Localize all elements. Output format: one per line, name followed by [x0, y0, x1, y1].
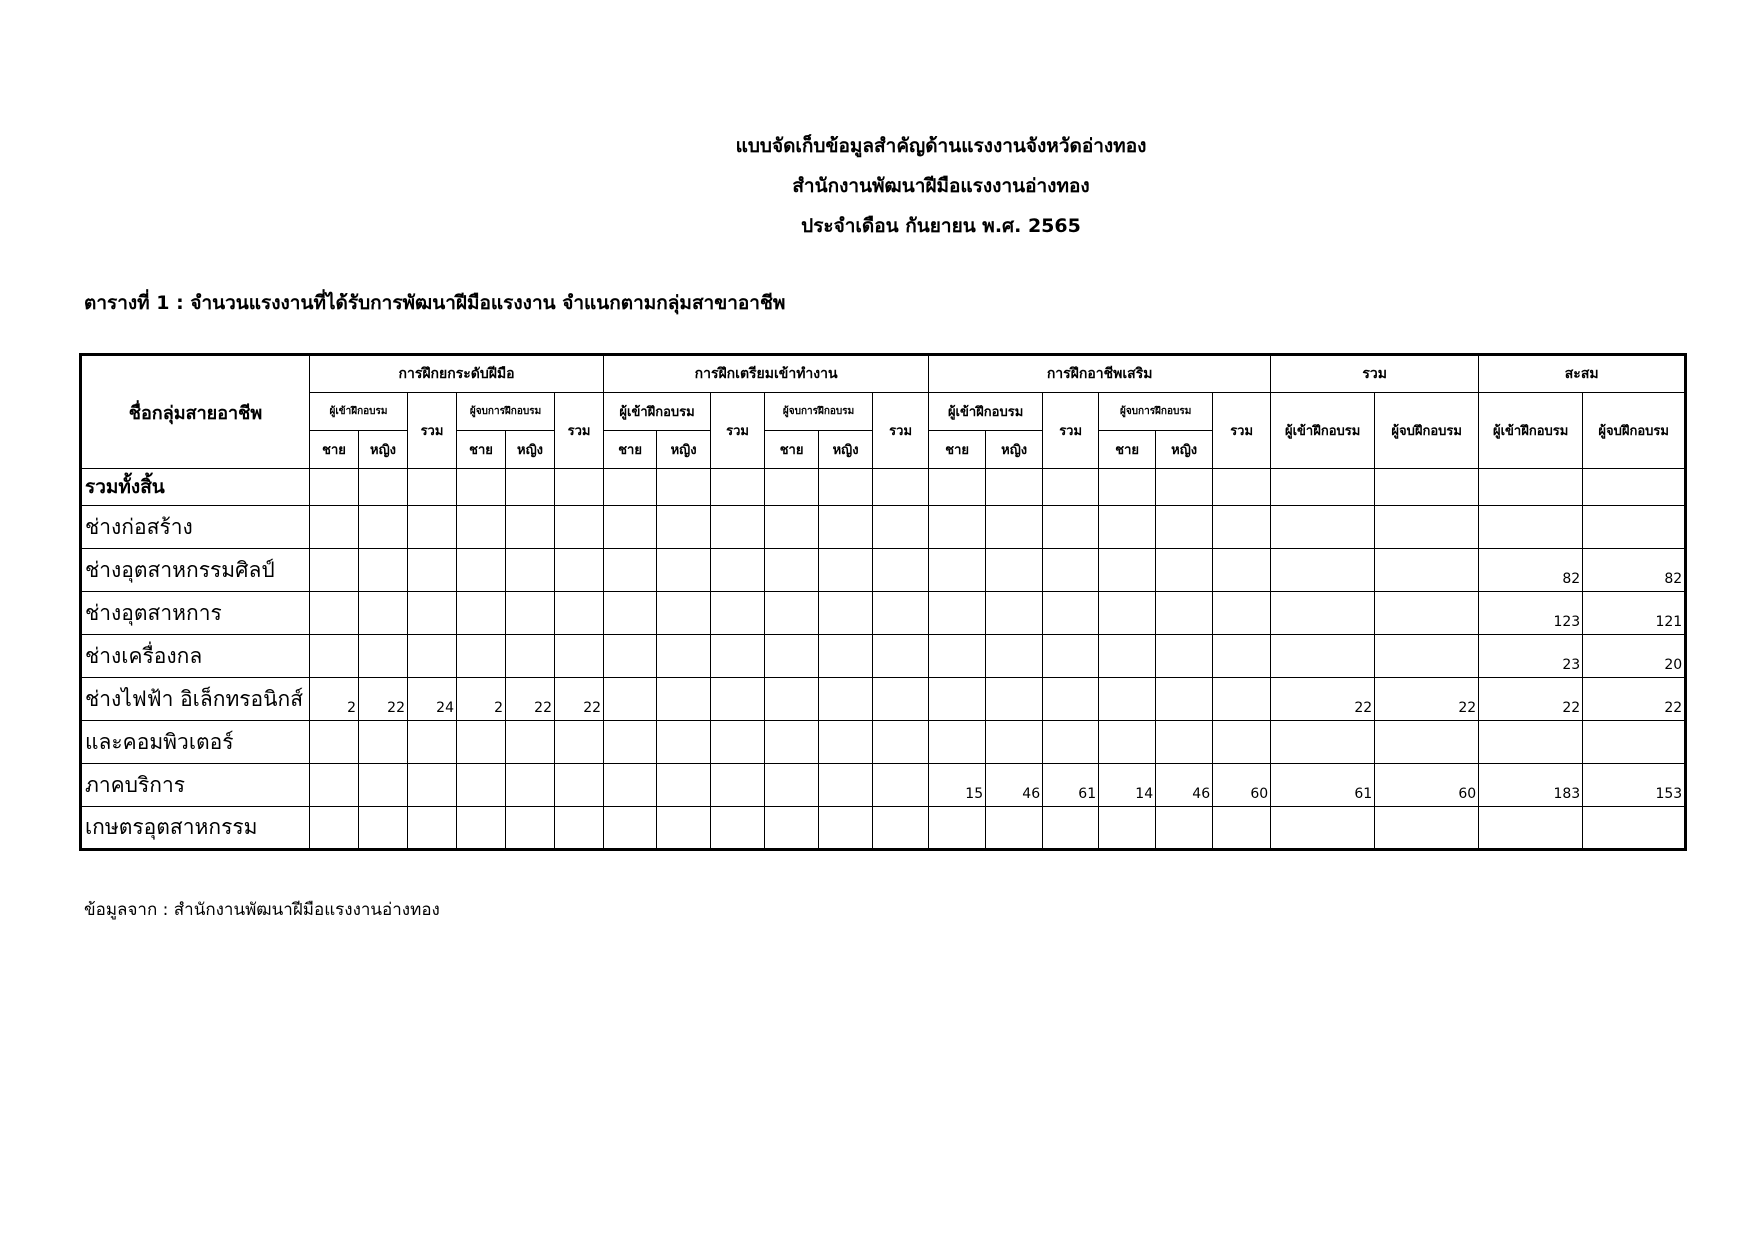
table-cell	[711, 469, 765, 506]
table-cell	[359, 721, 408, 764]
table-cell	[1213, 506, 1271, 549]
header-occupation-group: ชื่อกลุ่มสายอาชีพ	[81, 355, 310, 469]
table-cell	[1213, 549, 1271, 592]
table-cell	[1213, 635, 1271, 678]
table-cell	[555, 549, 604, 592]
table-cell	[929, 549, 986, 592]
table-cell	[1375, 506, 1479, 549]
table-cell	[711, 807, 765, 850]
header-g1-trainee-total: รวม	[408, 393, 457, 469]
table-cell	[408, 635, 457, 678]
report-period: ประจำเดือน กันยายน พ.ศ. 2565	[801, 215, 1081, 237]
table-cell	[506, 764, 555, 807]
table-cell	[359, 807, 408, 850]
table-cell	[555, 469, 604, 506]
table-cell	[873, 807, 929, 850]
table-cell	[873, 469, 929, 506]
table-cell: 61	[1043, 764, 1099, 807]
table-cell	[1156, 592, 1213, 635]
table-cell: 23	[1479, 635, 1583, 678]
table-cell	[408, 807, 457, 850]
table-cell	[819, 592, 873, 635]
header-total: รวม	[1271, 355, 1479, 393]
table-cell	[929, 592, 986, 635]
table-cell	[929, 635, 986, 678]
table-cell	[765, 764, 819, 807]
header-g1-graduate: ผู้จบการฝึกอบรม	[457, 393, 555, 431]
table-cell	[657, 592, 711, 635]
header-male: ชาย	[1099, 431, 1156, 469]
table-cell	[873, 549, 929, 592]
table-cell	[1375, 549, 1479, 592]
labor-training-table	[79, 353, 1687, 851]
table-cell	[765, 678, 819, 721]
table-cell	[310, 721, 359, 764]
table-cell	[711, 678, 765, 721]
table-cell	[1099, 506, 1156, 549]
table-cell	[711, 549, 765, 592]
table-cell	[1271, 506, 1375, 549]
table-cell	[1099, 469, 1156, 506]
table-cell	[555, 764, 604, 807]
table-cell	[555, 635, 604, 678]
table-row	[81, 764, 1686, 807]
table-cell	[310, 635, 359, 678]
header-g1-graduate-total: รวม	[555, 393, 604, 469]
table-row	[81, 635, 1686, 678]
table-cell	[555, 807, 604, 850]
table-cell	[986, 678, 1043, 721]
table-cell	[819, 678, 873, 721]
table-cell	[986, 549, 1043, 592]
table-cell	[310, 469, 359, 506]
header-cumulative: สะสม	[1479, 355, 1686, 393]
table-cell	[1271, 807, 1375, 850]
table-cell	[929, 721, 986, 764]
header-g3-trainee-total: รวม	[1043, 393, 1099, 469]
table-cell: 82	[1479, 549, 1583, 592]
table-cell	[819, 764, 873, 807]
table-cell	[408, 506, 457, 549]
table-cell	[1213, 678, 1271, 721]
table-cell	[457, 506, 506, 549]
table-cell	[873, 592, 929, 635]
table-row-total	[81, 469, 1686, 506]
header-male: ชาย	[457, 431, 506, 469]
header-male: ชาย	[765, 431, 819, 469]
table-cell	[506, 506, 555, 549]
table-cell: 22	[1271, 678, 1375, 721]
table-cell	[1271, 592, 1375, 635]
table-cell: 22	[506, 678, 555, 721]
table-cell	[408, 469, 457, 506]
table-cell	[873, 506, 929, 549]
header-cumulative-graduate: ผู้จบฝึกอบรม	[1583, 393, 1686, 469]
table-cell	[1156, 721, 1213, 764]
table-cell	[555, 592, 604, 635]
table-cell	[1479, 807, 1583, 850]
table-cell	[711, 506, 765, 549]
table-cell	[1156, 506, 1213, 549]
header-female: หญิง	[986, 431, 1043, 469]
table-cell	[711, 764, 765, 807]
table-cell	[359, 506, 408, 549]
table-cell	[1271, 635, 1375, 678]
table-cell	[1043, 807, 1099, 850]
table-cell	[1375, 721, 1479, 764]
table-cell	[310, 549, 359, 592]
office-name: สำนักงานพัฒนาฝีมือแรงงานอ่างทอง	[792, 175, 1090, 197]
occupation-name: ภาคบริการ	[81, 764, 310, 807]
occupation-name: รวมทั้งสิ้น	[81, 469, 310, 506]
table-cell: 20	[1583, 635, 1686, 678]
table-cell	[408, 592, 457, 635]
table-cell	[408, 549, 457, 592]
table-cell: 24	[408, 678, 457, 721]
table-cell: 60	[1213, 764, 1271, 807]
table-cell	[819, 721, 873, 764]
table-row	[81, 807, 1686, 850]
table-cell	[1213, 807, 1271, 850]
table-cell: 22	[1583, 678, 1686, 721]
table-cell: 46	[986, 764, 1043, 807]
table-cell	[1375, 592, 1479, 635]
table-cell	[929, 506, 986, 549]
table-cell	[604, 764, 657, 807]
table-cell	[506, 807, 555, 850]
table-cell	[1156, 678, 1213, 721]
table-cell	[1043, 469, 1099, 506]
table-cell	[604, 678, 657, 721]
header-male: ชาย	[310, 431, 359, 469]
header-pre-employment: การฝึกเตรียมเข้าทำงาน	[604, 355, 929, 393]
table-cell: 46	[1156, 764, 1213, 807]
table-cell	[986, 592, 1043, 635]
table-cell	[1375, 469, 1479, 506]
table-cell	[765, 592, 819, 635]
table-cell	[310, 764, 359, 807]
table-cell	[408, 721, 457, 764]
table-cell	[359, 592, 408, 635]
table-cell: 123	[1479, 592, 1583, 635]
table-cell	[1213, 592, 1271, 635]
table-cell	[1271, 549, 1375, 592]
occupation-name: ช่างก่อสร้าง	[81, 506, 310, 549]
occupation-name: และคอมพิวเตอร์	[81, 721, 310, 764]
table-cell	[657, 506, 711, 549]
table-cell: 121	[1583, 592, 1686, 635]
table-cell: 2	[310, 678, 359, 721]
table-cell: 61	[1271, 764, 1375, 807]
header-g2-graduate-total: รวม	[873, 393, 929, 469]
header-g3-graduate: ผู้จบการฝึกอบรม	[1099, 393, 1213, 431]
table-cell	[765, 635, 819, 678]
table-cell	[657, 549, 711, 592]
table-row	[81, 506, 1686, 549]
table-cell	[765, 721, 819, 764]
table-cell	[1043, 678, 1099, 721]
table-cell	[1213, 469, 1271, 506]
occupation-name: เกษตรอุตสาหกรรม	[81, 807, 310, 850]
table-cell	[1479, 506, 1583, 549]
table-cell	[310, 807, 359, 850]
header-total-graduate: ผู้จบฝึกอบรม	[1375, 393, 1479, 469]
table-cell	[310, 506, 359, 549]
table-row	[81, 721, 1686, 764]
table-cell	[506, 469, 555, 506]
table-cell	[657, 721, 711, 764]
table-cell	[1156, 635, 1213, 678]
table-cell: 153	[1583, 764, 1686, 807]
table-cell	[873, 678, 929, 721]
table-cell	[765, 506, 819, 549]
table-cell	[604, 469, 657, 506]
table-cell: 2	[457, 678, 506, 721]
table-cell	[555, 506, 604, 549]
table-cell	[765, 807, 819, 850]
table-cell	[506, 549, 555, 592]
table-title: ตารางที่ 1 : จำนวนแรงงานที่ได้รับการพัฒนาฝีมือแรงงาน จำแนกตามกลุ่มสาขาอาชีพ	[84, 292, 786, 314]
table-cell	[359, 549, 408, 592]
table-cell	[819, 469, 873, 506]
header-skill-upgrade: การฝึกยกระดับฝีมือ	[310, 355, 604, 393]
table-cell	[359, 635, 408, 678]
table-cell	[1043, 635, 1099, 678]
occupation-name: ช่างอุตสาหการ	[81, 592, 310, 635]
occupation-name: ช่างเครื่องกล	[81, 635, 310, 678]
table-cell	[1043, 549, 1099, 592]
table-cell	[1583, 469, 1686, 506]
source-note: ข้อมูลจาก : สำนักงานพัฒนาฝีมือแรงงานอ่างทอง	[84, 900, 440, 920]
table-cell	[604, 721, 657, 764]
table-cell	[657, 678, 711, 721]
table-cell: 82	[1583, 549, 1686, 592]
table-cell	[457, 721, 506, 764]
table-cell	[1043, 506, 1099, 549]
table-cell	[457, 807, 506, 850]
table-cell	[604, 635, 657, 678]
table-cell	[604, 592, 657, 635]
table-cell	[819, 506, 873, 549]
table-cell	[657, 764, 711, 807]
table-cell	[1156, 549, 1213, 592]
table-cell: 183	[1479, 764, 1583, 807]
report-title: แบบจัดเก็บข้อมูลสำคัญด้านแรงงานจังหวัดอ่างทอง	[735, 135, 1147, 157]
table-cell	[1099, 635, 1156, 678]
table-cell	[457, 592, 506, 635]
table-body	[81, 469, 1686, 850]
table-cell	[986, 635, 1043, 678]
occupation-name: ช่างไฟฟ้า อิเล็กทรอนิกส์	[81, 678, 310, 721]
table-cell	[604, 807, 657, 850]
table-cell	[819, 549, 873, 592]
table-cell	[359, 469, 408, 506]
table-cell	[657, 807, 711, 850]
table-cell	[1375, 807, 1479, 850]
table-cell	[1583, 807, 1686, 850]
table-cell	[1099, 807, 1156, 850]
table-cell	[1043, 592, 1099, 635]
table-cell	[873, 764, 929, 807]
header-male: ชาย	[929, 431, 986, 469]
table-cell	[765, 469, 819, 506]
table-cell	[819, 807, 873, 850]
table-cell	[310, 592, 359, 635]
table-cell	[457, 635, 506, 678]
header-g3-graduate-total: รวม	[1213, 393, 1271, 469]
table-cell	[711, 721, 765, 764]
table-cell	[506, 635, 555, 678]
table-cell	[929, 678, 986, 721]
table-cell	[604, 506, 657, 549]
header-g2-trainee: ผู้เข้าฝึกอบรม	[604, 393, 711, 431]
header-cumulative-trainee: ผู้เข้าฝึกอบรม	[1479, 393, 1583, 469]
table-cell	[1156, 807, 1213, 850]
table-cell	[457, 549, 506, 592]
header-female: หญิง	[506, 431, 555, 469]
table-cell	[457, 764, 506, 807]
table-cell	[986, 469, 1043, 506]
table-cell	[604, 549, 657, 592]
table-cell	[457, 469, 506, 506]
table-cell	[1156, 469, 1213, 506]
table-cell	[1099, 549, 1156, 592]
header-total-trainee: ผู้เข้าฝึกอบรม	[1271, 393, 1375, 469]
table-cell	[506, 592, 555, 635]
header-female: หญิง	[359, 431, 408, 469]
table-cell	[555, 721, 604, 764]
table-cell	[711, 592, 765, 635]
table-cell	[986, 807, 1043, 850]
table-cell	[1583, 506, 1686, 549]
table-cell	[929, 469, 986, 506]
table-cell	[711, 635, 765, 678]
header-female: หญิง	[1156, 431, 1213, 469]
table-cell	[1213, 721, 1271, 764]
table-cell	[929, 807, 986, 850]
table-cell	[657, 635, 711, 678]
header-g3-trainee: ผู้เข้าฝึกอบรม	[929, 393, 1043, 431]
header-female: หญิง	[657, 431, 711, 469]
occupation-name: ช่างอุตสาหกรรมศิลป์	[81, 549, 310, 592]
table-cell: 22	[359, 678, 408, 721]
table-cell: 15	[929, 764, 986, 807]
table-cell	[986, 721, 1043, 764]
table-cell	[873, 635, 929, 678]
header-g2-graduate: ผู้จบการฝึกอบรม	[765, 393, 873, 431]
table-cell: 14	[1099, 764, 1156, 807]
report-titles	[0, 126, 1754, 246]
table-cell	[986, 506, 1043, 549]
table-cell	[408, 764, 457, 807]
table-cell: 22	[1375, 678, 1479, 721]
table-cell	[1583, 721, 1686, 764]
header-g1-trainee: ผู้เข้าฝึกอบรม	[310, 393, 408, 431]
table-cell	[506, 721, 555, 764]
table-cell	[819, 635, 873, 678]
table-row	[81, 549, 1686, 592]
table-cell	[359, 764, 408, 807]
table-cell	[1271, 721, 1375, 764]
table-cell: 22	[1479, 678, 1583, 721]
table-row	[81, 592, 1686, 635]
table-cell	[1271, 469, 1375, 506]
table-cell	[1375, 635, 1479, 678]
header-female: หญิง	[819, 431, 873, 469]
table-cell	[1099, 721, 1156, 764]
table-cell: 60	[1375, 764, 1479, 807]
table-cell: 22	[555, 678, 604, 721]
table-cell	[765, 549, 819, 592]
table-cell	[1479, 721, 1583, 764]
table-cell	[1043, 721, 1099, 764]
header-male: ชาย	[604, 431, 657, 469]
header-supplementary: การฝึกอาชีพเสริม	[929, 355, 1271, 393]
header-g2-trainee-total: รวม	[711, 393, 765, 469]
table-cell	[1099, 678, 1156, 721]
table-cell	[1479, 469, 1583, 506]
table-cell	[1099, 592, 1156, 635]
table-row	[81, 678, 1686, 721]
table-cell	[657, 469, 711, 506]
table-cell	[873, 721, 929, 764]
